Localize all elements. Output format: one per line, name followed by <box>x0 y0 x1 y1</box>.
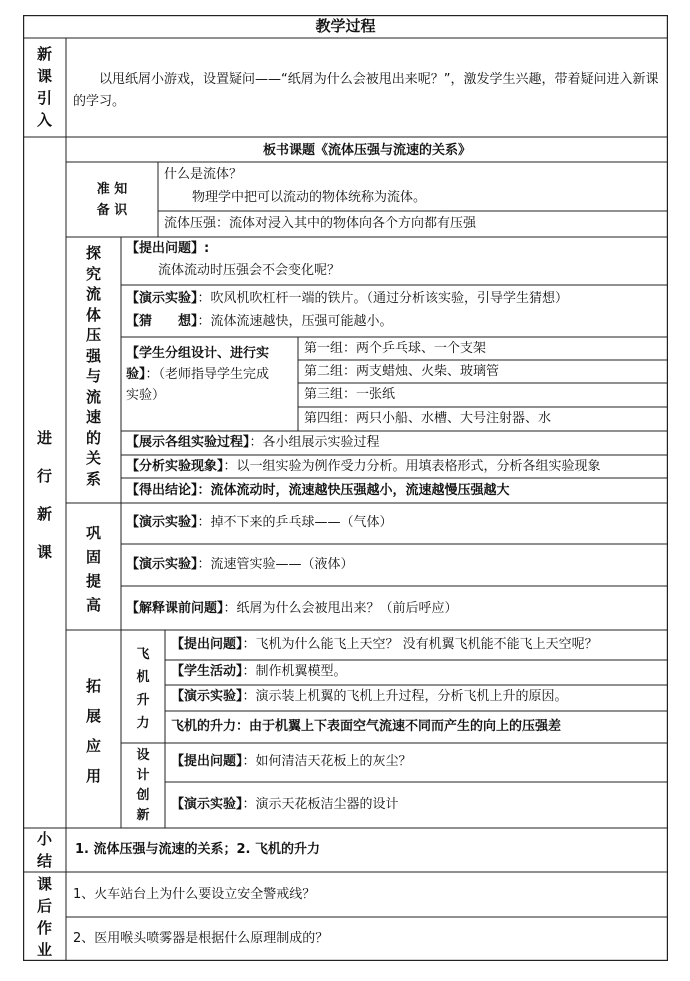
explore-group-key: 【学生分组设计、进行实 <box>126 346 270 361</box>
plane-act-key: 【学生活动】 <box>171 664 243 679</box>
plane-activity <box>171 663 347 681</box>
explore-group-note2: 实验） <box>126 388 166 403</box>
explore-analyze-key: 【分析实验现象】 <box>126 459 224 474</box>
group-item-3: 第三组：一张纸 <box>304 387 396 402</box>
prep-answer: 物理学中把可以流动的物体统称为流体。 <box>192 190 427 205</box>
explore-guess-text: ：流体流速越快，压强可能越小。 <box>197 314 393 329</box>
homework-label: 课 后 作 业 <box>36 875 52 959</box>
design-demo-text: ：演示天花板洁尘器的设计 <box>242 797 399 812</box>
explore-demo <box>126 290 568 308</box>
explore-analyze-text: ：以一组实验为例作受力分析。用填表格形式，分析各组实验现象 <box>223 459 601 474</box>
design-demo <box>171 796 399 814</box>
newlesson-label: 进 行 新 课 <box>36 429 52 561</box>
consolidate-explain <box>126 600 458 618</box>
group-item-2: 第二组：两支蜡烛、火柴、玻璃管 <box>304 364 500 379</box>
consolidate-demo2 <box>126 556 354 574</box>
plane-ask <box>171 636 598 654</box>
plane-ask-text: ：飞机为什么能飞上天空？ 没有机翼飞机能不能飞上天空呢？ <box>242 637 598 652</box>
explore-show <box>126 434 380 452</box>
explore-analyze <box>126 458 601 476</box>
explore-group-line2 <box>126 366 269 384</box>
explore-group-key2: 验】 <box>126 367 146 382</box>
lesson-plan-table <box>23 15 668 961</box>
prep-pressure: 流体压强：流体对浸入其中的物体向各个方向都有压强 <box>164 216 477 231</box>
table-title: 教学过程 <box>315 17 376 35</box>
summary-text: 1. 流体压强与流速的关系；2. 飞机的升力 <box>75 842 321 857</box>
summary-label: 小 结 <box>36 830 52 870</box>
intro-label: 新 课 引 入 <box>36 45 52 129</box>
explore-demo-text: ：吹风机吹杠杆一端的铁片。（通过分析该实验，引导学生猜想） <box>197 291 569 306</box>
explore-guess-key: 【猜 想】 <box>126 314 198 329</box>
group-item-4: 第四组：两只小船、水槽、大号注射器、水 <box>304 411 552 426</box>
design-demo-key: 【演示实验】 <box>171 797 243 812</box>
explore-label: 探 究 流 体 压 强 与 流 速 的 关 系 <box>85 244 101 488</box>
homework-item-1: 1、火车站台上为什么要设立安全警戒线？ <box>73 887 316 902</box>
consolidate-demo2-text: ：流速管实验——（液体） <box>197 557 354 572</box>
plane-lift: 飞机的升力：由于机翼上下表面空气流速不同而产生的向上的压强差 <box>171 719 562 734</box>
explore-guess <box>126 313 393 331</box>
consolidate-demo1-text: ：掉不下来的乒乓球——（气体） <box>197 515 393 530</box>
homework-item-2: 2、医用喉头喷雾器是根据什么原理制成的？ <box>73 931 329 946</box>
group-item-1: 第一组：两个乒乓球、一个支架 <box>304 341 487 356</box>
explore-conclude <box>126 482 510 500</box>
plane-demo-key: 【演示实验】 <box>171 689 243 704</box>
explore-show-key: 【展示各组实验过程】 <box>126 435 250 450</box>
explore-conclude-text: ：流体流动时，流速越快压强越小，流速越慢压强越大 <box>197 483 510 498</box>
explore-ask-key: 【提出问题】: <box>126 241 210 256</box>
consolidate-explain-text: ：纸屑为什么会被甩出来？（前后呼应） <box>223 601 458 616</box>
consolidate-demo2-key: 【演示实验】 <box>126 557 198 572</box>
consolidate-explain-key: 【解释课前问题】 <box>126 601 224 616</box>
prep-label: 准 知 备 识 <box>96 182 128 218</box>
explore-ask-text: 流体流动时压强会不会变化呢？ <box>158 263 341 278</box>
explore-group-note: ：（老师指导学生完成 <box>145 367 270 382</box>
prep-question: 什么是流体？ <box>164 167 243 182</box>
explore-demo-key: 【演示实验】 <box>126 291 198 306</box>
consolidate-demo1 <box>126 514 393 532</box>
consolidate-demo1-key: 【演示实验】 <box>126 515 198 530</box>
plane-label: 飞 机 升 力 <box>136 647 150 731</box>
consolidate-label: 巩 固 提 高 <box>85 524 101 614</box>
plane-demo-text: ：演示装上机翼的飞机上升过程，分析飞机上升的原因。 <box>242 689 568 704</box>
explore-show-text: ：各小组展示实验过程 <box>249 435 380 450</box>
explore-conclude-key: 【得出结论】 <box>126 483 198 498</box>
design-ask <box>171 753 412 771</box>
design-ask-key: 【提出问题】 <box>171 754 243 769</box>
plane-act-text: ：制作机翼模型。 <box>242 664 347 679</box>
extend-label: 拓 展 应 用 <box>85 677 101 785</box>
design-label: 设 计 创 新 <box>136 748 150 823</box>
plane-ask-key: 【提出问题】 <box>171 637 243 652</box>
board-title: 板书课题《流体压强与流速的关系》 <box>262 143 471 158</box>
design-ask-text: ：如何清洁天花板上的灰尘？ <box>242 754 412 769</box>
plane-demo <box>171 688 568 706</box>
intro-text: 以甩纸屑小游戏，设置疑问——“纸屑为什么会被甩出来呢？”，激发学生兴趣，带着疑问进入新课的学习。 <box>73 72 659 109</box>
